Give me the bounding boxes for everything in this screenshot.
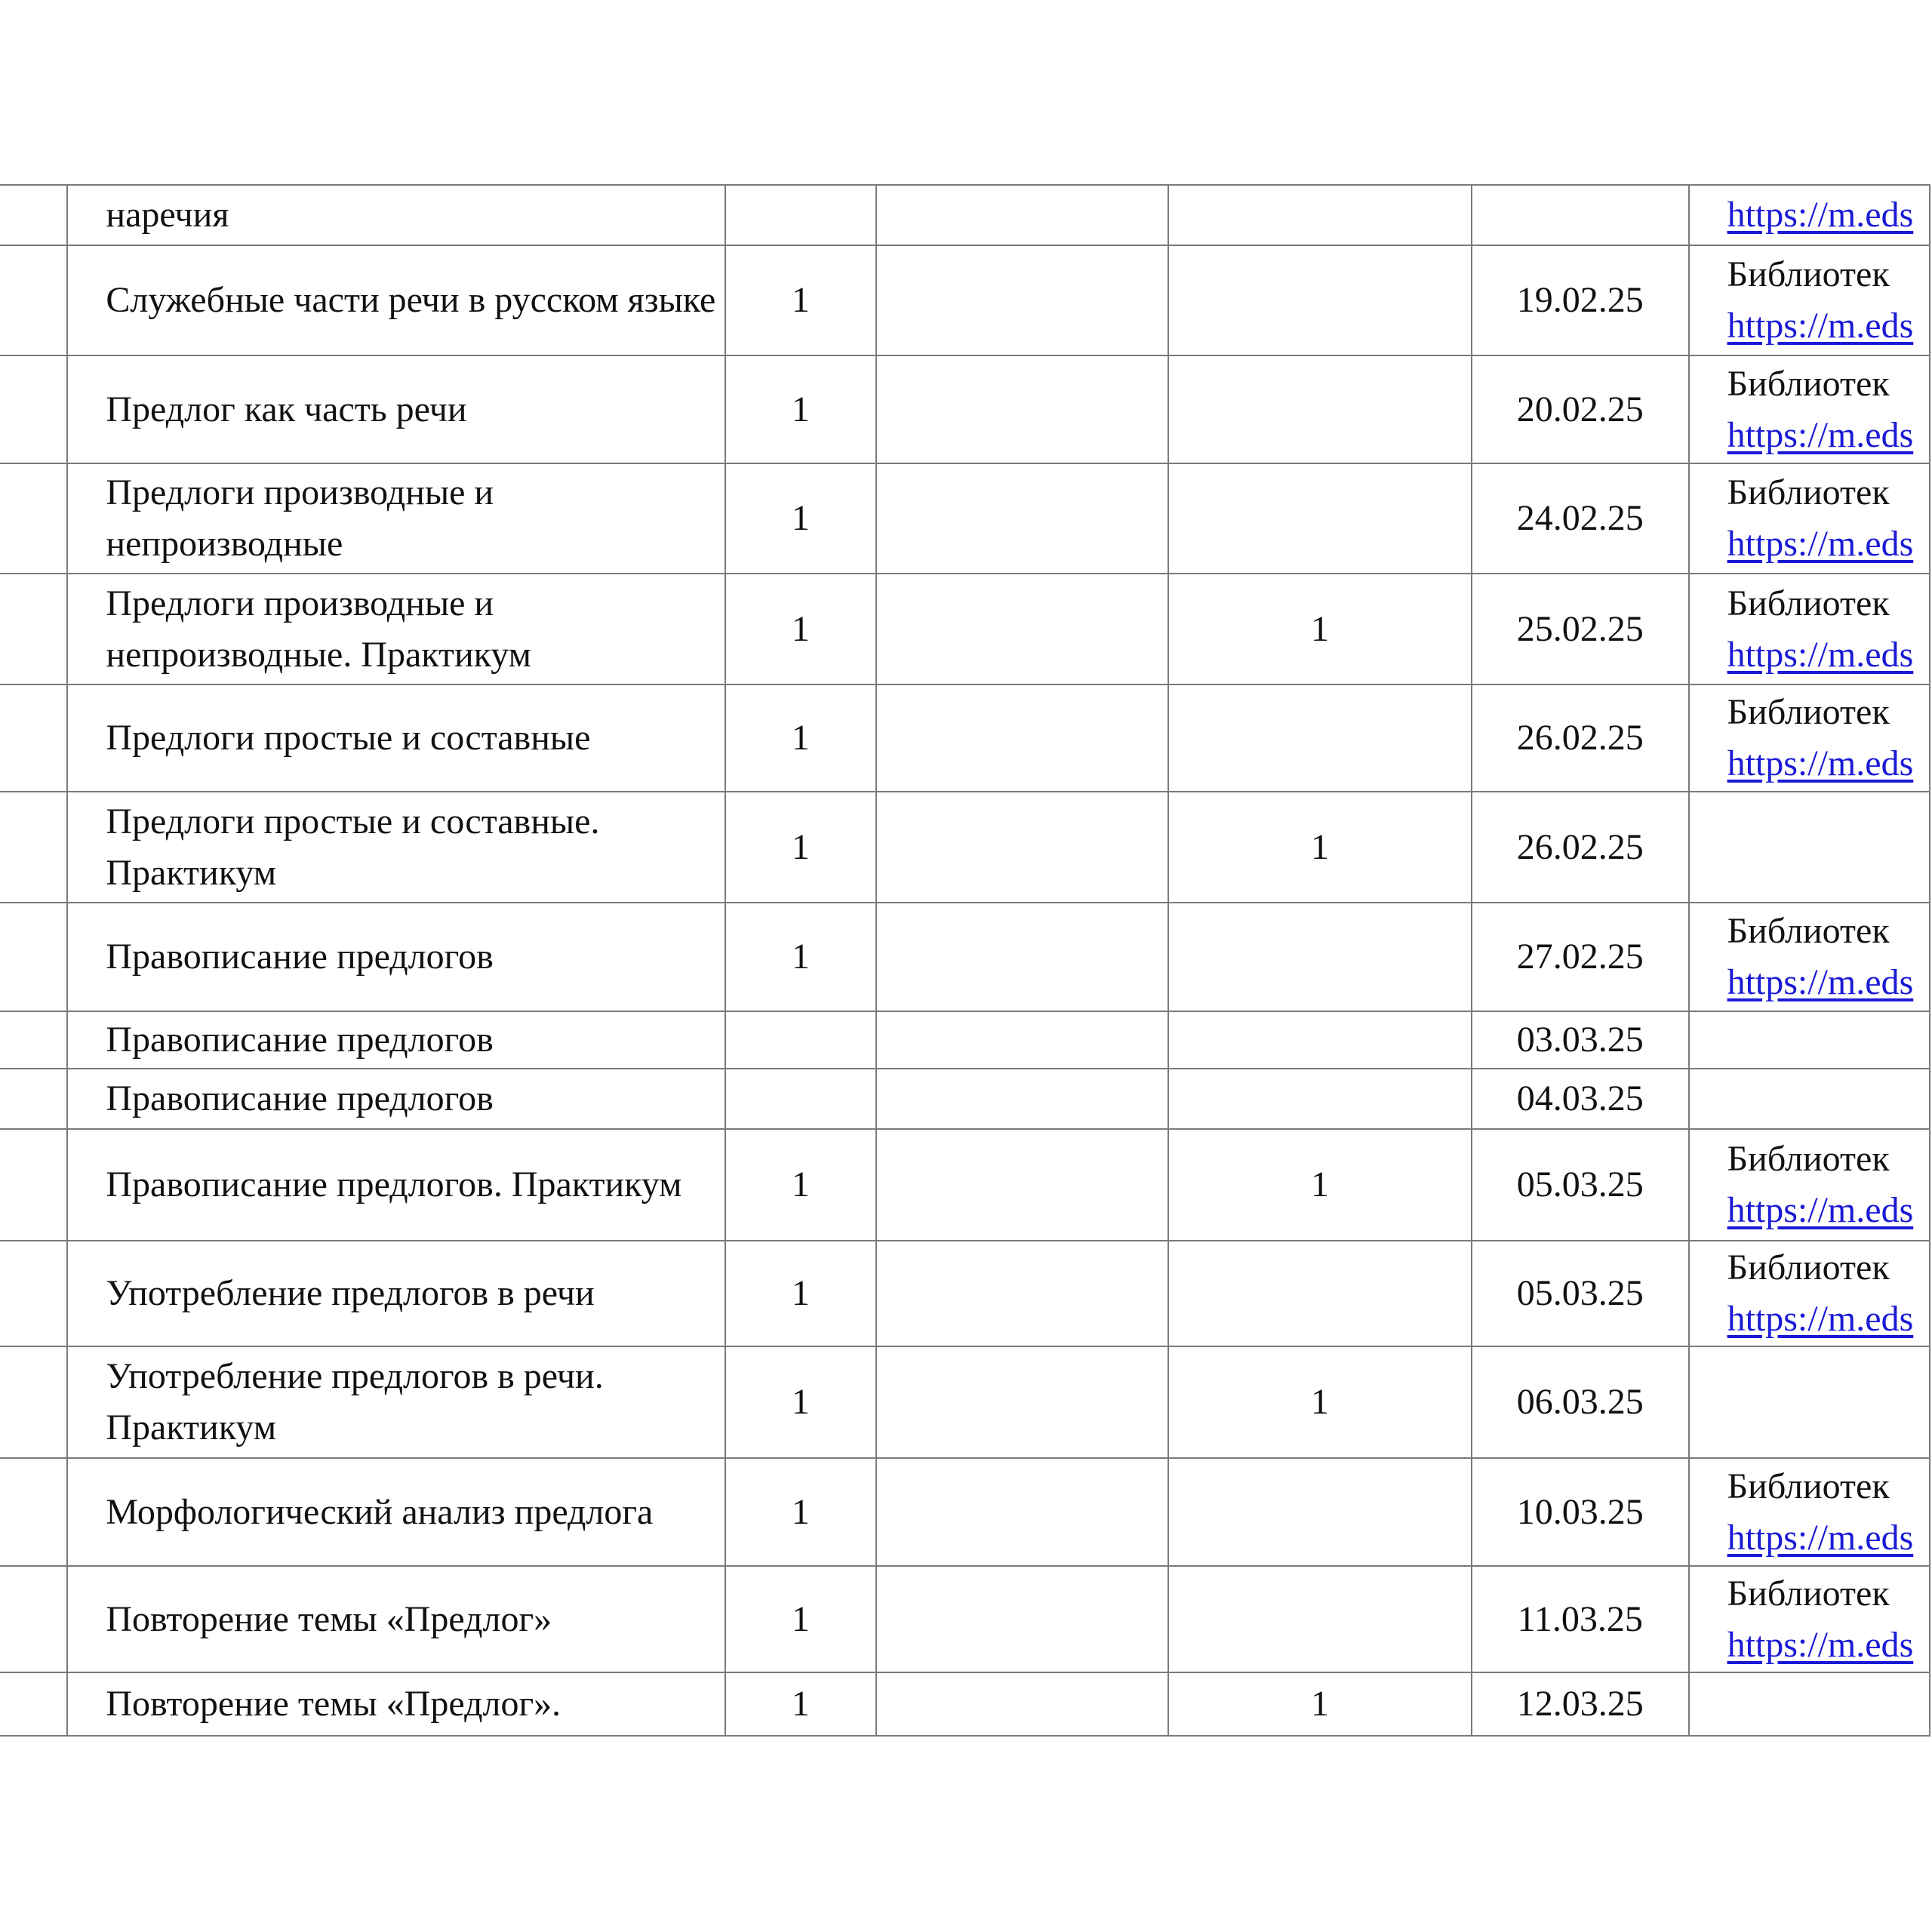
lesson-topic-cell <box>67 903 724 1011</box>
lesson-hours-cell <box>725 685 877 792</box>
lesson-date: 24.02.25 <box>1516 498 1644 538</box>
lesson-number-cell <box>0 1672 67 1736</box>
lesson-topic: Употребление предлогов в речи. Практикум <box>106 1356 604 1447</box>
table-row <box>0 1069 1930 1129</box>
practice-work-cell <box>1168 245 1472 355</box>
practice-work-hours: 1 <box>1311 1684 1330 1724</box>
resource-link[interactable]: https://m.eds <box>1727 524 1914 564</box>
lesson-date-cell <box>1472 1458 1689 1566</box>
practice-work-cell <box>1168 685 1472 792</box>
lesson-topic: Употребление предлогов в речи <box>106 1273 595 1313</box>
lesson-hours: 1 <box>791 826 810 867</box>
lesson-hours: 1 <box>791 1164 810 1204</box>
practice-work-cell <box>1168 1241 1472 1346</box>
resource-label: Библиотек <box>1727 1247 1890 1287</box>
resource-link[interactable]: https://m.eds <box>1727 1299 1914 1339</box>
control-work-cell <box>876 574 1168 685</box>
resource-label: Библиотек <box>1727 472 1890 512</box>
lesson-number-cell <box>0 685 67 792</box>
lesson-hours-cell <box>725 1566 877 1672</box>
lesson-number-cell <box>0 1069 67 1129</box>
lesson-topic: Повторение темы «Предлог». <box>106 1684 561 1724</box>
table-row <box>0 463 1930 574</box>
resource-label: Библиотек <box>1727 911 1890 951</box>
lesson-topic: наречия <box>106 195 229 235</box>
resource-cell <box>1689 1672 1930 1736</box>
lesson-date-cell <box>1472 1011 1689 1069</box>
lesson-number-cell <box>0 185 67 245</box>
lesson-date-cell <box>1472 1241 1689 1346</box>
lesson-hours-cell <box>725 355 877 463</box>
control-work-cell <box>876 792 1168 903</box>
practice-work-cell <box>1168 1566 1472 1672</box>
table-row <box>0 685 1930 792</box>
lesson-topic-cell <box>67 463 724 574</box>
lesson-date: 12.03.25 <box>1516 1684 1644 1724</box>
resource-link[interactable]: https://m.eds <box>1727 306 1914 346</box>
control-work-cell <box>876 1458 1168 1566</box>
table-row <box>0 1346 1930 1458</box>
table-row <box>0 1672 1930 1736</box>
control-work-cell <box>876 1129 1168 1241</box>
lesson-hours: 1 <box>791 1598 810 1639</box>
practice-work-cell <box>1168 1129 1472 1241</box>
lesson-date-cell <box>1472 463 1689 574</box>
lesson-topic: Правописание предлогов <box>106 1020 494 1060</box>
lesson-date: 26.02.25 <box>1516 718 1644 758</box>
table-row <box>0 1566 1930 1672</box>
lesson-hours-cell <box>725 574 877 685</box>
resource-label: Библиотек <box>1727 583 1890 623</box>
lesson-hours-cell <box>725 792 877 903</box>
lesson-date-cell <box>1472 1346 1689 1458</box>
lesson-topic-cell <box>67 685 724 792</box>
lesson-hours-cell <box>725 1346 877 1458</box>
resource-label: Библиотек <box>1727 363 1890 404</box>
resource-cell <box>1689 355 1930 463</box>
resource-label: Библиотек <box>1727 1466 1890 1506</box>
table-row <box>0 903 1930 1011</box>
lesson-topic-cell <box>67 1011 724 1069</box>
control-work-cell <box>876 1346 1168 1458</box>
lesson-date: 05.03.25 <box>1516 1273 1644 1313</box>
lesson-plan-body <box>0 185 1930 1736</box>
lesson-date-cell <box>1472 685 1689 792</box>
practice-work-cell <box>1168 185 1472 245</box>
lesson-date: 03.03.25 <box>1516 1020 1644 1060</box>
resource-cell <box>1689 185 1930 245</box>
lesson-date-cell <box>1472 1129 1689 1241</box>
lesson-hours-cell <box>725 185 877 245</box>
practice-work-cell <box>1168 903 1472 1011</box>
lesson-number-cell <box>0 1346 67 1458</box>
lesson-topic-cell <box>67 1672 724 1736</box>
lesson-topic-cell <box>67 355 724 463</box>
resource-link[interactable]: https://m.eds <box>1727 1190 1914 1230</box>
table-row <box>0 355 1930 463</box>
lesson-topic-cell <box>67 1346 724 1458</box>
resource-cell <box>1689 463 1930 574</box>
lesson-hours: 1 <box>791 389 810 429</box>
control-work-cell <box>876 1011 1168 1069</box>
control-work-cell <box>876 1069 1168 1129</box>
lesson-hours: 1 <box>791 608 810 649</box>
lesson-date: 26.02.25 <box>1516 826 1644 867</box>
lesson-hours-cell <box>725 1011 877 1069</box>
table-row <box>0 1241 1930 1346</box>
practice-work-cell <box>1168 1346 1472 1458</box>
practice-work-cell <box>1168 1011 1472 1069</box>
lesson-hours: 1 <box>791 937 810 977</box>
table-row <box>0 1129 1930 1241</box>
lesson-topic-cell <box>67 1241 724 1346</box>
lesson-hours-cell <box>725 903 877 1011</box>
table-row <box>0 1011 1930 1069</box>
lesson-hours: 1 <box>791 1382 810 1422</box>
lesson-hours: 1 <box>791 1491 810 1532</box>
control-work-cell <box>876 685 1168 792</box>
resource-cell <box>1689 903 1930 1011</box>
control-work-cell <box>876 355 1168 463</box>
resource-link[interactable]: https://m.eds <box>1727 1624 1914 1665</box>
lesson-hours-cell <box>725 1129 877 1241</box>
resource-cell <box>1689 685 1930 792</box>
lesson-topic: Правописание предлогов. Практикум <box>106 1164 682 1204</box>
lesson-number-cell <box>0 245 67 355</box>
practice-work-cell <box>1168 1069 1472 1129</box>
lesson-date: 06.03.25 <box>1516 1382 1644 1422</box>
lesson-hours-cell <box>725 245 877 355</box>
lesson-number-cell <box>0 355 67 463</box>
resource-cell <box>1689 1241 1930 1346</box>
resource-cell <box>1689 1566 1930 1672</box>
lesson-topic-cell <box>67 1458 724 1566</box>
lesson-topic-cell <box>67 1566 724 1672</box>
lesson-topic: Правописание предлогов <box>106 937 494 977</box>
lesson-date: 04.03.25 <box>1516 1078 1644 1118</box>
lesson-number-cell <box>0 903 67 1011</box>
lesson-date: 10.03.25 <box>1516 1491 1644 1532</box>
lesson-hours-cell <box>725 1069 877 1129</box>
table-row <box>0 1458 1930 1566</box>
practice-work-cell <box>1168 355 1472 463</box>
lesson-date: 27.02.25 <box>1516 937 1644 977</box>
lesson-date-cell <box>1472 792 1689 903</box>
lesson-topic: Служебные части речи в русском языке <box>106 280 716 320</box>
resource-cell <box>1689 1458 1930 1566</box>
lesson-date-cell <box>1472 1672 1689 1736</box>
lesson-topic-cell <box>67 1069 724 1129</box>
control-work-cell <box>876 1566 1168 1672</box>
lesson-topic-cell <box>67 792 724 903</box>
control-work-cell <box>876 1241 1168 1346</box>
lesson-hours: 1 <box>791 1273 810 1313</box>
lesson-number-cell <box>0 1566 67 1672</box>
lesson-topic: Предлоги производные и непроизводные <box>106 472 494 564</box>
control-work-cell <box>876 903 1168 1011</box>
practice-work-hours: 1 <box>1311 826 1330 867</box>
resource-link[interactable]: https://m.eds <box>1727 962 1914 1002</box>
lesson-date: 20.02.25 <box>1516 389 1644 429</box>
resource-label: Библиотек <box>1727 1139 1890 1179</box>
lesson-date-cell <box>1472 1566 1689 1672</box>
lesson-hours-cell <box>725 1672 877 1736</box>
table-row <box>0 185 1930 245</box>
resource-link[interactable]: https://m.eds <box>1727 1517 1914 1558</box>
lesson-hours-cell <box>725 1458 877 1566</box>
lesson-date-cell <box>1472 1069 1689 1129</box>
lesson-number-cell <box>0 1129 67 1241</box>
practice-work-cell <box>1168 792 1472 903</box>
lesson-topic: Повторение темы «Предлог» <box>106 1598 552 1639</box>
practice-work-hours: 1 <box>1311 1382 1330 1422</box>
lesson-topic-cell <box>67 574 724 685</box>
lesson-hours: 1 <box>791 280 810 320</box>
lesson-number-cell <box>0 1458 67 1566</box>
lesson-topic: Предлоги производные и непроизводные. Практикум <box>106 583 532 675</box>
lesson-date-cell <box>1472 574 1689 685</box>
resource-cell <box>1689 245 1930 355</box>
practice-work-hours: 1 <box>1311 608 1330 649</box>
lesson-topic: Предлог как часть речи <box>106 389 467 429</box>
practice-work-cell <box>1168 574 1472 685</box>
lesson-plan-table <box>0 184 1930 1737</box>
lesson-topic-cell <box>67 1129 724 1241</box>
resource-cell <box>1689 1346 1930 1458</box>
lesson-date: 19.02.25 <box>1516 280 1644 320</box>
resource-link[interactable]: https://m.eds <box>1727 743 1914 783</box>
lesson-number-cell <box>0 574 67 685</box>
table-row <box>0 792 1930 903</box>
control-work-cell <box>876 463 1168 574</box>
resource-label: Библиотек <box>1727 1573 1890 1614</box>
lesson-hours-cell <box>725 463 877 574</box>
lesson-topic-cell <box>67 245 724 355</box>
resource-link[interactable]: https://m.eds <box>1727 634 1914 675</box>
resource-cell <box>1689 792 1930 903</box>
practice-work-hours: 1 <box>1311 1164 1330 1204</box>
lesson-date-cell <box>1472 903 1689 1011</box>
lesson-number-cell <box>0 1241 67 1346</box>
control-work-cell <box>876 185 1168 245</box>
lesson-number-cell <box>0 463 67 574</box>
resource-link[interactable]: https://m.eds <box>1727 414 1914 455</box>
resource-cell <box>1689 574 1930 685</box>
table-row <box>0 245 1930 355</box>
lesson-date-cell <box>1472 245 1689 355</box>
resource-cell <box>1689 1011 1930 1069</box>
lesson-hours: 1 <box>791 1684 810 1724</box>
lesson-hours: 1 <box>791 498 810 538</box>
resource-cell <box>1689 1069 1930 1129</box>
lesson-date: 25.02.25 <box>1516 608 1644 649</box>
lesson-topic: Предлоги простые и составные. Практикум <box>106 801 600 893</box>
lesson-hours: 1 <box>791 718 810 758</box>
lesson-number-cell <box>0 1011 67 1069</box>
control-work-cell <box>876 1672 1168 1736</box>
lesson-topic: Морфологический анализ предлога <box>106 1491 654 1532</box>
lesson-date-cell <box>1472 355 1689 463</box>
lesson-date: 05.03.25 <box>1516 1164 1644 1204</box>
lesson-date-cell <box>1472 185 1689 245</box>
resource-label: Библиотек <box>1727 692 1890 732</box>
resource-label: Библиотек <box>1727 254 1890 294</box>
table-row <box>0 574 1930 685</box>
lesson-topic-cell <box>67 185 724 245</box>
resource-link[interactable]: https://m.eds <box>1727 195 1914 235</box>
lesson-topic: Правописание предлогов <box>106 1078 494 1118</box>
practice-work-cell <box>1168 463 1472 574</box>
lesson-topic: Предлоги простые и составные <box>106 718 591 758</box>
resource-cell <box>1689 1129 1930 1241</box>
lesson-date: 11.03.25 <box>1517 1598 1643 1639</box>
lesson-hours-cell <box>725 1241 877 1346</box>
practice-work-cell <box>1168 1458 1472 1566</box>
lesson-number-cell <box>0 792 67 903</box>
control-work-cell <box>876 245 1168 355</box>
practice-work-cell <box>1168 1672 1472 1736</box>
